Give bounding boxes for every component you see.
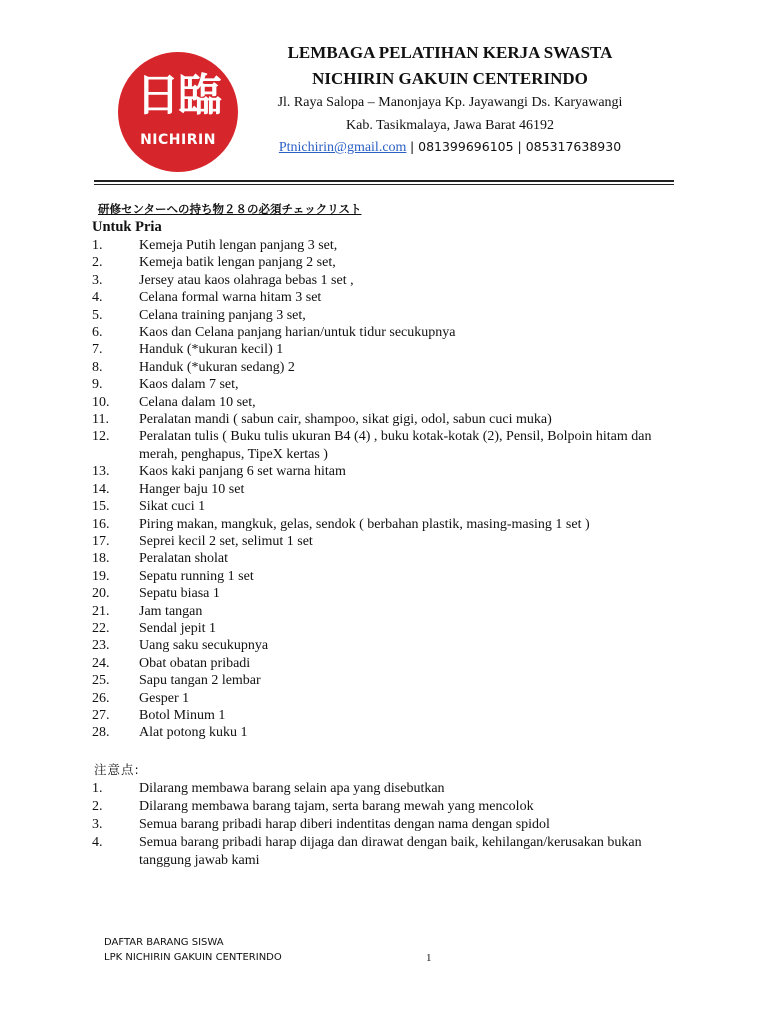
checklist-item xyxy=(92,655,692,672)
checklist-item-number: 1. xyxy=(92,238,103,253)
checklist-item-number: 15. xyxy=(92,499,110,515)
note-item-number: 4. xyxy=(92,835,103,850)
checklist-item xyxy=(92,394,692,411)
checklist-item-number: 28. xyxy=(92,725,110,741)
checklist-item-text: Kemeja batik lengan panjang 2 set, xyxy=(139,255,336,271)
checklist-item-number: 25. xyxy=(92,673,110,689)
checklist-item xyxy=(92,533,692,550)
notes-title: 注意点: xyxy=(94,762,140,777)
checklist-item xyxy=(92,672,692,689)
checklist-item xyxy=(92,481,692,498)
note-item xyxy=(92,816,692,834)
checklist-item-text: Peralatan mandi ( sabun cair, shampoo, sikat gigi, odol, sabun cuci muka) xyxy=(139,412,552,428)
note-item-number: 3. xyxy=(92,817,103,832)
checklist-item-number: 16. xyxy=(92,516,110,532)
checklist-item-number: 6. xyxy=(92,325,103,341)
checklist-item xyxy=(92,603,692,620)
checklist-item xyxy=(92,289,692,306)
checklist-item-text: Peralatan sholat xyxy=(139,551,229,567)
checklist-item xyxy=(92,707,692,724)
checklist-item-text: Sepatu running 1 set xyxy=(139,568,254,584)
checklist-item-number: 17. xyxy=(92,533,110,549)
checklist-item xyxy=(92,428,692,463)
checklist-item-number: 19. xyxy=(92,568,110,584)
checklist-item-text: Gesper 1 xyxy=(139,690,190,706)
note-item xyxy=(92,798,692,816)
checklist-item-number: 5. xyxy=(92,307,103,323)
checklist-item xyxy=(92,324,692,341)
logo-brand: NICHIRIN xyxy=(140,132,216,148)
note-item-text: Semua barang pribadi harap diberi indentitas dengan nama dengan spidol xyxy=(139,817,550,832)
checklist-item xyxy=(92,463,692,480)
checklist-item xyxy=(92,637,692,654)
checklist-item xyxy=(92,585,692,602)
checklist-item xyxy=(92,568,692,585)
checklist-item-number: 22. xyxy=(92,620,110,636)
note-item xyxy=(92,780,692,798)
note-item xyxy=(92,834,692,870)
checklist-item-text: Celana training panjang 3 set, xyxy=(139,307,306,323)
logo-kanji: 日臨 xyxy=(136,70,220,121)
checklist-item-text: Hanger baju 10 set xyxy=(139,481,245,497)
checklist-item-number: 4. xyxy=(92,290,103,306)
checklist-item-number: 7. xyxy=(92,342,103,358)
checklist-item xyxy=(92,724,692,741)
checklist-item-text: Sendal jepit 1 xyxy=(139,620,216,636)
checklist-item-number: 20. xyxy=(92,586,110,602)
checklist-item xyxy=(92,550,692,567)
header-divider-thick xyxy=(94,180,674,182)
checklist-item-text: Obat obatan pribadi xyxy=(139,655,251,671)
contact-line xyxy=(250,139,650,156)
institution-name: NICHIRIN GAKUIN CENTERINDO xyxy=(312,69,588,88)
section-title: Untuk Pria xyxy=(92,219,162,235)
checklist-item-number: 23. xyxy=(92,638,110,654)
checklist-item-text: Jam tangan xyxy=(139,603,203,619)
checklist-item-text: Celana formal warna hitam 3 set xyxy=(139,290,322,306)
note-item-text: Dilarang membawa barang selain apa yang disebutkan xyxy=(139,781,445,796)
checklist-item-number: 21. xyxy=(92,603,110,619)
checklist-item xyxy=(92,690,692,707)
checklist-title-japanese: 研修センターへの持ち物２８の必須チェックリスト xyxy=(98,202,362,216)
checklist-item-text: Sapu tangan 2 lembar xyxy=(139,673,261,689)
checklist-item xyxy=(92,516,692,533)
footer-institution: LPK NICHIRIN GAKUIN CENTERINDO xyxy=(104,952,282,963)
checklist-item-number: 14. xyxy=(92,481,110,497)
checklist-item-text: Sepatu biasa 1 xyxy=(139,586,220,602)
checklist-item xyxy=(92,359,692,376)
checklist-items xyxy=(92,237,692,742)
checklist-item-text: Botol Minum 1 xyxy=(139,707,226,723)
checklist-item xyxy=(92,620,692,637)
checklist-item-text: Handuk (*ukuran kecil) 1 xyxy=(139,342,284,358)
checklist-item-text: Celana dalam 10 set, xyxy=(139,394,256,410)
checklist-item-text: Alat potong kuku 1 xyxy=(139,725,248,741)
address-line-1: Jl. Raya Salopa – Manonjaya Kp. Jayawangi Ds. Karyawangi xyxy=(277,95,623,110)
checklist-item-text: Uang saku secukupnya xyxy=(139,638,269,654)
checklist-item-text: Piring makan, mangkuk, gelas, sendok ( berbahan plastik, masing-masing 1 set ) xyxy=(139,516,590,532)
checklist-item-text: Kaos dan Celana panjang harian/untuk tidur secukupnya xyxy=(139,325,456,341)
checklist-item xyxy=(92,237,692,254)
phone-numbers: | 081399696105 | 085317638930 xyxy=(409,139,622,154)
checklist-item-number: 9. xyxy=(92,377,103,393)
checklist-item-number: 27. xyxy=(92,707,110,723)
checklist-item-number: 13. xyxy=(92,464,110,480)
footer-document-name: DAFTAR BARANG SISWA xyxy=(104,937,224,948)
checklist-item xyxy=(92,254,692,271)
email-link[interactable]: Ptnichirin@gmail.com xyxy=(278,140,407,155)
checklist-item xyxy=(92,376,692,393)
checklist-item-number: 8. xyxy=(92,359,103,375)
checklist-item-number: 11. xyxy=(92,412,109,428)
checklist-item xyxy=(92,307,692,324)
checklist-item-text: Kemeja Putih lengan panjang 3 set, xyxy=(139,238,338,253)
notes-list xyxy=(92,780,692,870)
checklist-item-text: Jersey atau kaos olahraga bebas 1 set , xyxy=(139,272,354,288)
header-divider-thin xyxy=(94,184,674,185)
checklist-item-number: 18. xyxy=(92,551,110,567)
checklist-item xyxy=(92,272,692,289)
address-line-2: Kab. Tasikmalaya, Jawa Barat 46192 xyxy=(346,118,554,133)
checklist-item-text: Kaos dalam 7 set, xyxy=(139,377,239,393)
checklist-item-text: Kaos kaki panjang 6 set warna hitam xyxy=(139,464,346,480)
checklist-item-text: Seprei kecil 2 set, selimut 1 set xyxy=(139,533,313,549)
checklist-item xyxy=(92,498,692,515)
checklist-item-text: Sikat cuci 1 xyxy=(139,499,206,515)
note-item-number: 1. xyxy=(92,781,103,796)
checklist-item xyxy=(92,341,692,358)
checklist-item xyxy=(92,411,692,428)
institution-title: LEMBAGA PELATIHAN KERJA SWASTA xyxy=(287,43,613,62)
note-item-text: Dilarang membawa barang tajam, serta barang mewah yang mencolok xyxy=(139,799,534,814)
checklist-item-number: 24. xyxy=(92,655,110,671)
checklist-item-number: 12. xyxy=(92,429,110,445)
checklist-item-number: 10. xyxy=(92,394,110,410)
checklist-item-number: 2. xyxy=(92,255,103,271)
page-number: 1 xyxy=(426,952,432,964)
checklist-item-number: 26. xyxy=(92,690,110,706)
checklist-item-number: 3. xyxy=(92,272,103,288)
note-item-number: 2. xyxy=(92,799,103,814)
nichirin-logo xyxy=(118,52,238,172)
checklist-item-text: Handuk (*ukuran sedang) 2 xyxy=(139,359,295,375)
checklist-item-text: Peralatan tulis ( Buku tulis ukuran B4 (4) , buku kotak-kotak (2), Pensil, Bolpoin hitam dan merah, penghapus, TipeX kertas ) xyxy=(139,429,652,462)
note-item-text: Semua barang pribadi harap dijaga dan dirawat dengan baik, kehilangan/kerusakan bukan tanggung jawab kami xyxy=(139,835,642,868)
